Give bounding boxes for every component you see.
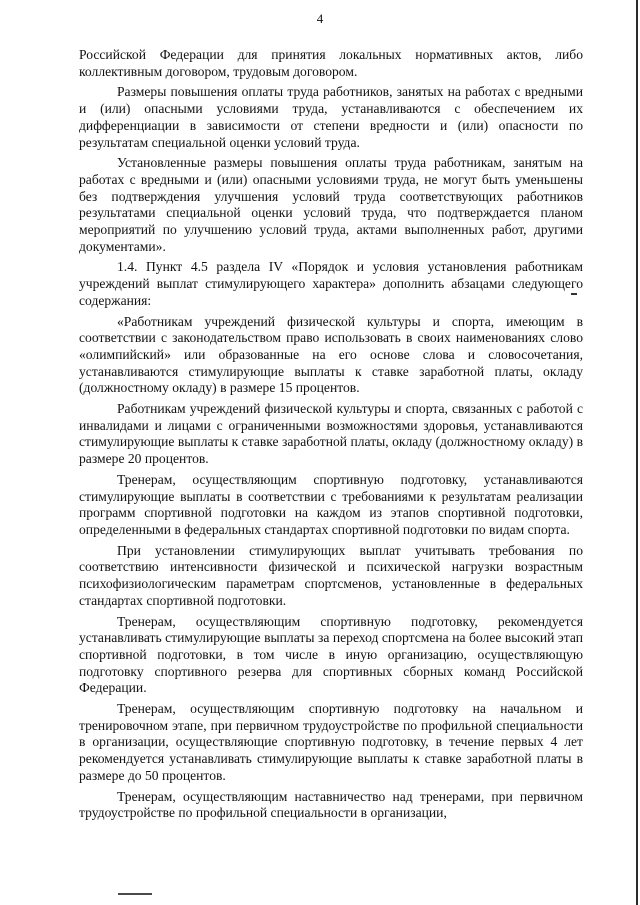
paragraph: Тренерам, осуществляющим наставничество над тренерами, при первичном трудоустройстве по профильной специальности в организации, <box>79 788 583 821</box>
paragraph: Работникам учреждений физической культуры и спорта, связанных с работой с инвалидами и лицами с ограниченными возможностями здоровья, устанавливаются стимулирующие выплаты к ставке заработной платы, окладу (должностному окладу) в размере 20 процентов. <box>79 401 583 467</box>
page-number: 4 <box>316 11 324 26</box>
paragraph: Установленные размеры повышения оплаты труда работникам, занятым на работах с вредными и (или) опасными условиями труда, не могут быть уменьшены без подтверждения улучшения условий труда соответствующих работников результатами специальной оценки условий труда, что подтверждается планом мероприятий по улучшению условий труда, актами выполненных работ, другими документами». <box>79 155 583 254</box>
paragraph: При установлении стимулирующих выплат учитывать требования по соответствию интенсивности физической и психической нагрузки возрастным психофизиологическим параметрам спортсменов, установленные в федеральных стандартах спортивной подготовки. <box>79 542 583 608</box>
scan-mark <box>118 893 152 895</box>
paragraph: Размеры повышения оплаты труда работников, занятых на работах с вредными и (или) опасными условиями труда, устанавливаются с обеспечением их дифференциации в зависимости от степени вредности и (или) опасности по результатам специальной оценки условий труда. <box>79 84 583 150</box>
paragraph-clause: 1.4. Пункт 4.5 раздела IV «Порядок и условия установления работникам учреждений выплат стимулирующего характера» дополнить абзацами следующего содержания: <box>79 259 583 308</box>
scan-speck <box>571 293 577 295</box>
paragraph: Тренерам, осуществляющим спортивную подготовку на начальном и тренировочном этапе, при первичном трудоустройстве по профильной специальности в организации, осуществляющие спортивную подготовку, в течение первых 4 лет рекомендуется устанавливать стимулирующие выплаты к ставке заработной платы в размере до 50 процентов. <box>79 701 583 783</box>
paragraph: Тренерам, осуществляющим спортивную подготовку, рекомендуется устанавливать стимулирующие выплаты за переход спортсмена на более высокий этап спортивной подготовки, в том числе в иную организацию, осуществляющую подготовку спортивного резерва для спортивных сборных команд Российской Федерации. <box>79 613 583 696</box>
paragraph: Тренерам, осуществляющим спортивную подготовку, устанавливаются стимулирующие выплаты в соответствии с требованиями к результатам реализации программ спортивной подготовки на каждом из этапов спортивной подготовки, определенными в федеральных стандартах спортивной подготовки по видам спорта. <box>79 471 583 537</box>
document-body <box>79 47 583 826</box>
scan-edge-line <box>636 0 638 905</box>
paragraph-continuation: Российской Федерации для принятия локальных нормативных актов, либо коллективным договором, трудовым договором. <box>79 47 583 79</box>
paragraph: «Работникам учреждений физической культуры и спорта, имеющим в соответствии с законодательством право использовать в своих наименованиях слово «олимпийский» или образованные на его основе слова и словосочетания, устанавливаются стимулирующие выплаты к ставке заработной платы, окладу (должностному окладу) в размере 15 процентов. <box>79 313 583 396</box>
